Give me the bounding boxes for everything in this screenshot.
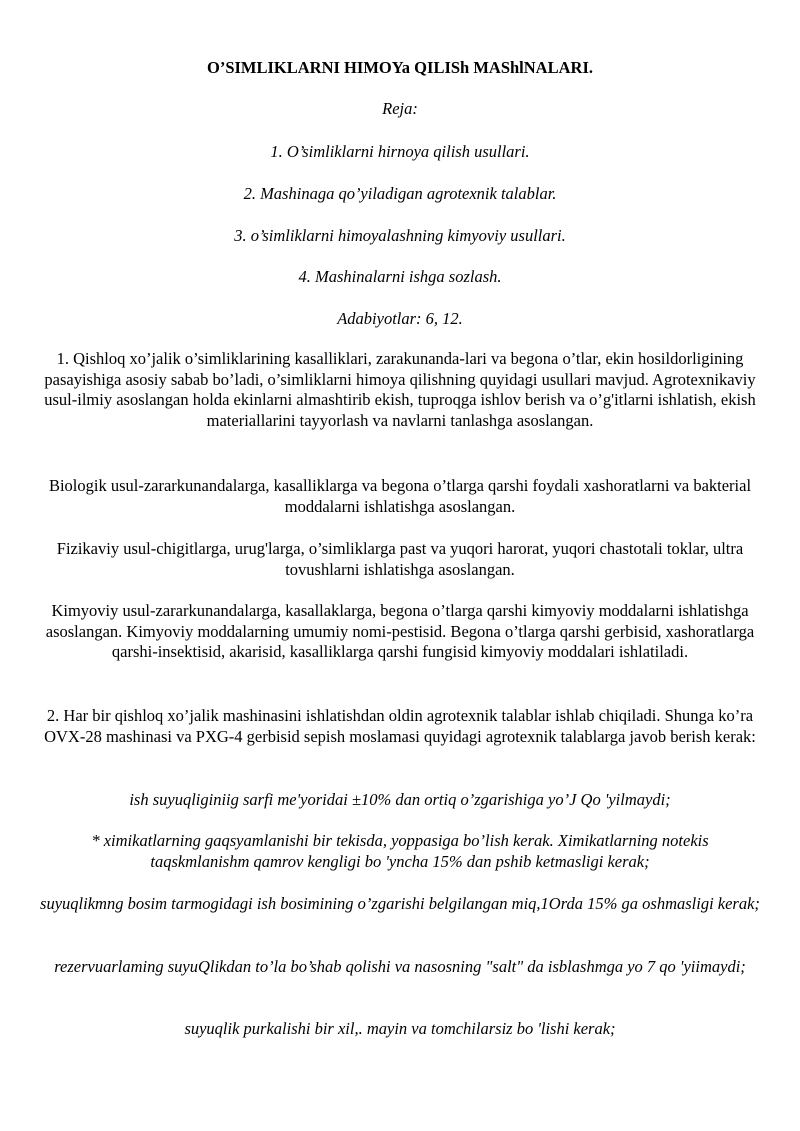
requirement-item: suyuqlikmng bosim tarmogidagi ish bosimining o’zgarishi belgilangan miq,1Orda 15% ga oshmasligi kerak;: [40, 894, 760, 913]
plan-item: 3. o’simliklarni himoyalashning kimyoviy usullari.: [234, 226, 566, 245]
requirement-item: suyuqlik purkalishi bir xil,. mayin va tomchilarsiz bo 'lishi kerak;: [184, 1019, 616, 1038]
plan-item: 2. Mashinaga qo’yiladigan agrotexnik talablar.: [243, 184, 557, 203]
plan-heading: Reja:: [382, 99, 418, 118]
plan-item: 4. Mashinalarni ishga sozlash.: [298, 267, 502, 286]
paragraph: Fizikaviy usul-chigitlarga, urug'larga, o’simliklarga past va yuqori harorat, yuqori chastotali toklar, ultra tovushlarni ishlatishga asoslangan.: [56, 539, 744, 579]
requirement-item: ish suyuqliginiig sarfi me'yoridai ±10% dan ortiq o’zgarishiga yo’J Qo 'yilmaydi;: [129, 790, 671, 809]
literature-reference: Adabiyotlar: 6, 12.: [337, 309, 463, 328]
paragraph: Biologik usul-zararkunandalarga, kasalliklarga va begona o’tlarga qarshi foydali xashoratlarni va bakterial moddalarni ishlatishga asoslangan.: [48, 476, 752, 516]
paragraph: 2. Har bir qishloq xo’jalik mashinasini ishlatishdan oldin agrotexnik talablar ishlab chiqiladi. Shunga ko’ra OVX-28 mashinasi va PXG-4 gerbisid sepish moslamasi quyidagi agrotexnik talablarga javob berish kerak:: [44, 706, 756, 746]
paragraph: Kimyoviy usul-zararkunandalarga, kasallaklarga, begona o’tlarga qarshi kimyoviy moddalarni ishlatishga asoslangan. Kimyoviy moddalarning umumiy nomi-pestisid. Begona o’tlarga qarshi gerbisid, xashoratlarga qarshi-insektisid, akarisid, kasalliklarga qarshi fungisid kimyoviy moddalari ishlatiladi.: [45, 601, 755, 661]
document-title: O’SIMLIKLARNI HIMOYa QILISh MAShlNALARI.: [207, 58, 593, 77]
paragraph: 1. Qishloq xo’jalik o’simliklarining kasalliklari, zarakunanda-lari va begona o’tlar, ekin hosildorligining pasayishiga asosiy sabab bo’ladi, o’simliklarni himoya qilishning quyidagi usullari mavjud. Agrotexnikaviy usul-ilmiy asoslangan holda ekinlarni almashtirib ekish, tuproqga ishlov berish va o’g'itlarni ishlatish, ekish materiallarini tayyorlash va navlarni tanlashga asoslangan.: [44, 349, 756, 430]
requirement-item: rezervuarlaming suyuQlikdan to’la bo’shab qolishi va nasosning "salt" da isblashmga yo 7 qo 'yiimaydi;: [54, 957, 746, 976]
plan-item: 1. O’simliklarni hirnoya qilish usullari.: [270, 142, 530, 161]
requirement-item: * ximikatlarning gaqsyamlanishi bir tekisda, yoppasiga bo’lish kerak. Ximikatlarning notekis taqskmlanishm qamrov kengligi bo 'yncha 15% dan pshib ketmasligi kerak;: [91, 831, 709, 871]
